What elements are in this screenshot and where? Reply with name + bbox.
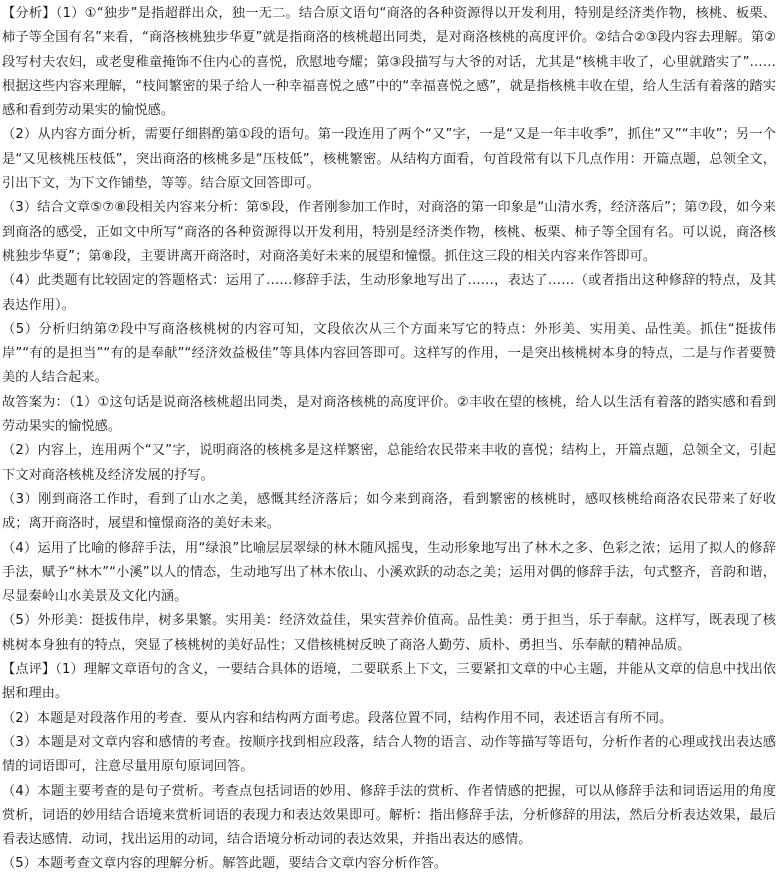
comment-part1: 【点评】（1）理解文章语句的含义，一要结合具体的语境，二要联系上下文，三要紧扣文章的中心主题，并能从文章的信息中找出依据和理由。: [2, 662, 776, 702]
analysis-part4: （4）此类题有比较固定的答题格式：运用了……修辞手法，生动形象地写出了……，表达了……（或者指出这种修辞的特点，及其表达作用）。: [2, 273, 776, 313]
answer-part4: （4）运用了比喻的修辞手法，用“绿浪”比喻层层翠绿的林木随风摇曳，生动形象地写出了林木之多、色彩之浓；运用了拟人的修辞手法，赋予“林木”“小溪”以人的情态，生动地写出了林木依山、小溪欢跃的动态之美；运用对偶的修辞手法，句式整齐，音韵和谐，尽显秦岭山水美景及文化内涵。: [2, 540, 776, 605]
comment-part3: （3）本题是对文章内容和感情的考查。按顺序找到相应段落，结合人物的语言、动作等描写等语句，分析作者的心理或找出表达感情的词语即可，注意尽量用原句原词回答。: [2, 734, 776, 775]
analysis-part3: （3）结合文章⑤⑦⑧段相关内容来分析：第⑤段，作者刚参加工作时，对商洛的第一印象是“山清水秀，经济落后”；第⑦段，如今来到商洛的感受，正如文中所写“商洛的各种资源得以开发利用，特别是经济类作物，核桃、板栗、柿子等全国有名。可以说，商洛核桃独步华夏”；第⑧段，主要讲离开商洛时，对商洛美好未来的展望和憧憬。抓住这三段的相关内容来作答即可。: [2, 200, 776, 264]
comment-part2: （2）本题是对段落作用的考查．要从内容和结构两方面考虑。段落位置不同，结构作用不同，表述语言有所不同。: [2, 710, 673, 726]
analysis-intro-part1: 【分析】（1）①“独步”是指超群出众，独一无二。结合原文语句“商洛的各种资源得以开发利用，特别是经济类作物，核桃、板栗、柿子等全国有名”来看，“商洛核桃独步华夏”就是指商洛的核桃超出同类，是对商洛核桃的高度评价。②结合②③段内容去理解。第②段写村夫农妇，或老叟稚童掩饰不住内心的喜悦，欣慰地夸耀；第③段描写与大爷的对话，尤其是“核桃丰收了，心里就踏实了”……根据这些内容来理解，“枝间繁密的果子给人一种幸福喜悦之感”中的“幸福喜悦之感”，就是指核桃丰收在望，给人生活有着落的踏实感和看到劳动果实的愉悦感。: [2, 6, 776, 119]
comment-part5: （5）本题考查文章内容的理解分析。解答此题，要结合文章内容分析作答。: [2, 856, 448, 872]
analysis-part5: （5）分析归纳第⑦段中写商洛核桃树的内容可知，文段依次从三个方面来写它的特点：外形美、实用美、品性美。抓住“挺拔伟岸”“有的是担当”“有的是奉献”“经济效益极佳”等具体内容回答即可。这样写的作用，一是突出核桃树本身的特点，二是与作者要赞美的人结合起来。: [2, 321, 776, 386]
answer-part3: （3）刚到商洛工作时，看到了山水之美，感慨其经济落后；如今来到商洛，看到繁密的核桃时，感叹核桃给商洛农民带来了好收成；离开商洛时，展望和憧憬商洛的美好未来。: [2, 491, 776, 532]
comment-part4: （4）本题主要考查的是句子赏析。考查点包括词语的妙用、修辞手法的赏析、作者情感的把握，可以从修辞手法和词语运用的角度赏析，词语的妙用结合语境来赏析词语的表现力和表达效果即可。解析：指出修辞手法，分析修辞的用法，然后分析表达效果，最后看表达感情．动词，找出运用的动词，结合语境分析动词的表达效果，并指出表达的感情。: [2, 783, 776, 848]
answer-part5: （5）外形美：挺拔伟岸，树多果繁。实用美：经济效益佳，果实营养价值高。品性美：勇于担当，乐于奉献。这样写，既表现了核桃树本身独有的特点，突显了核桃树的美好品性；又借核桃树反映了商洛人勤劳、质朴、勇担当、乐奉献的精神品质。: [2, 613, 776, 653]
answer-part2: （2）内容上，连用两个“又”字，说明商洛的核桃多是这样繁密，总能给农民带来丰收的喜悦；结构上，开篇点题，总领全文，引起下文对商洛核桃及经济发展的抒写。: [2, 443, 776, 483]
analysis-part2: （2）从内容方面分析，需要仔细斟酌第①段的语句。第一段连用了两个“又”字，一是“又是一年丰收季”，抓住“又”“丰收”；另一个是“又见核桃压枝低”，突出商洛的核桃多是“压枝低”，核桃繁密。从结构方面看，句首段常有以下几点作用：开篇点题，总领全文，引出下文，为下文作铺垫，等等。结合原文回答即可。: [2, 127, 776, 192]
answer-part1: 故答案为：（1）①这句话是说商洛核桃超出同类，是对商洛核桃的高度评价。②丰收在望的核桃，给人以生活有着落的踏实感和看到劳动果实的愉悦感。: [2, 394, 776, 435]
